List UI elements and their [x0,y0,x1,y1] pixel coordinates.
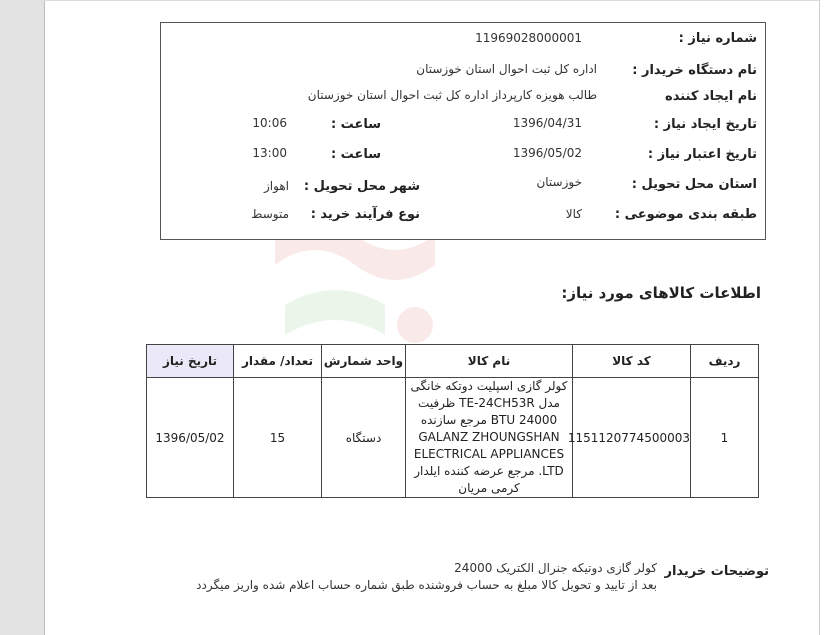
table-row [147,378,759,498]
table-header-row [147,345,759,378]
cell-need-date: 1396/05/02 [147,378,234,498]
cell-quantity: 15 [234,378,322,498]
items-section-title: اطلاعات کالاهای مورد نیاز: [561,284,761,302]
need-number-label: شماره نیاز : [678,31,757,46]
create-time: 10:06 [252,116,287,130]
header-unit: واحد شمارش [322,345,406,378]
items-table [146,344,759,498]
city-label: شهر محل تحویل : [303,179,420,194]
province: خوزستان [536,175,582,189]
need-info-box [160,22,766,240]
buyer-org-label: نام دستگاه خریدار : [632,63,757,78]
process: متوسط [251,207,289,221]
category: کالا [565,207,582,221]
process-label: نوع فرآیند خرید : [310,207,420,222]
create-date: 1396/04/31 [512,116,582,130]
create-time-label: ساعت : [330,117,381,132]
cell-item-name [406,378,573,498]
buyer-notes-line-1: کولر گازی دوتیکه جنرال الکتریک 24000 [454,561,657,575]
item-name-text: کولر گازی اسپلیت دوتکه خانگی مدل TE-24CH53R ظرفیت 24000 BTU مرجع سازنده GALANZ ZHOUNGSHAN ELECTRICAL APPLIANCES LTD. مرجع عرضه کننده ایلدار کرمی مریان [410,379,568,495]
buyer-notes-label: توضیحات خریدار [664,564,769,579]
cell-row-number: 1 [691,378,759,498]
province-label: استان محل تحویل : [631,177,757,192]
page-right-border [819,0,820,635]
valid-time-label: ساعت : [330,147,381,162]
header-item-code: کد کالا [573,345,691,378]
valid-date-label: تاریخ اعتبار نیاز : [647,147,757,162]
valid-date: 1396/05/02 [512,146,582,160]
valid-time: 13:00 [252,146,287,160]
header-quantity: تعداد/ مقدار [234,345,322,378]
header-item-name: نام کالا [406,345,573,378]
buyer-org: اداره کل ثبت احوال استان خوزستان [416,62,597,76]
category-label: طبقه بندی موضوعی : [614,207,757,222]
city: اهواز [264,179,289,193]
buyer-notes-line-2: بعد از تایید و تحویل کالا مبلغ به حساب فروشنده طبق شماره حساب اعلام شده واریز میگردد [196,578,657,592]
cell-item-code: 1151120774500003 [573,378,691,498]
left-gutter [0,0,45,635]
header-need-date: تاریخ نیاز [147,345,234,378]
need-number: 1196902800000‌1 [475,31,582,45]
page-top-border [44,0,819,1]
cell-unit: دستگاه [322,378,406,498]
header-row-number: ردیف [691,345,759,378]
creator-label: نام ایجاد کننده [665,89,757,104]
creator: طالب هویزه کارپرداز اداره کل ثبت احوال استان خوزستان [307,88,597,102]
create-date-label: تاریخ ایجاد نیاز : [653,117,757,132]
